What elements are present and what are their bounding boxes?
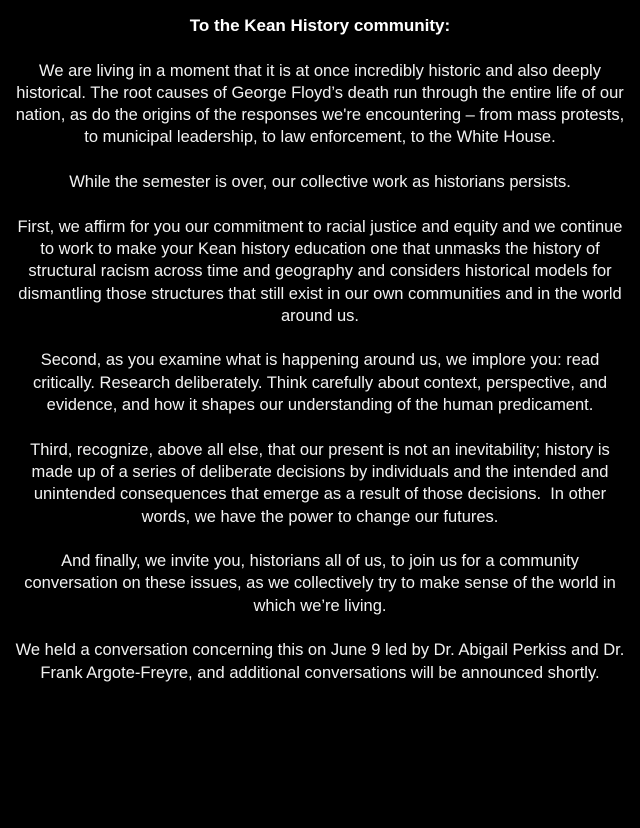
letter-paragraph-invitation: And finally, we invite you, historians all of us, to join us for a community conversation on these issues, as we collectively try to make sense of the world in which we’re living. xyxy=(24,552,621,615)
letter-paragraph-third: Third, recognize, above all else, that our present is not an inevitability; history is made up of a series of deliberate decisions by individuals and the intended and unintended consequences that emerge as a result of those decisions. In other words, we have the power to change our futures. xyxy=(30,440,615,526)
letter-paragraph-first: First, we affirm for you our commitment to racial justice and equity and we continue to work to make your Kean history education one that unmasks the history of structural racism across time and geography and considers historical models for dismantling those structures that still exist in our own communities and in the world around us. xyxy=(17,217,628,325)
letter-paragraph-second: Second, as you examine what is happening around us, we implore you: read critically. Research deliberately. Think carefully about context, perspective, and evidence, and how it shapes our understanding of the human predicament. xyxy=(32,351,612,415)
letter-paragraph-intro: We are living in a moment that it is at once incredibly historic and also deeply historical. The root causes of George Floyd’s death run through the entire life of our nation, as do the origins of the responses we're encountering – from mass protests, to municipal leadership, to law enforcement, to the White House. xyxy=(15,61,629,147)
letter-paragraph-semester: While the semester is over, our collective work as historians persists. xyxy=(69,173,571,192)
letter-heading: To the Kean History community: xyxy=(189,16,451,35)
letter-paragraph-conversation: We held a conversation concerning this on June 9 led by Dr. Abigail Perkiss and Dr. Frank Argote-Freyre, and additional conversations will be announced shortly. xyxy=(15,641,629,682)
